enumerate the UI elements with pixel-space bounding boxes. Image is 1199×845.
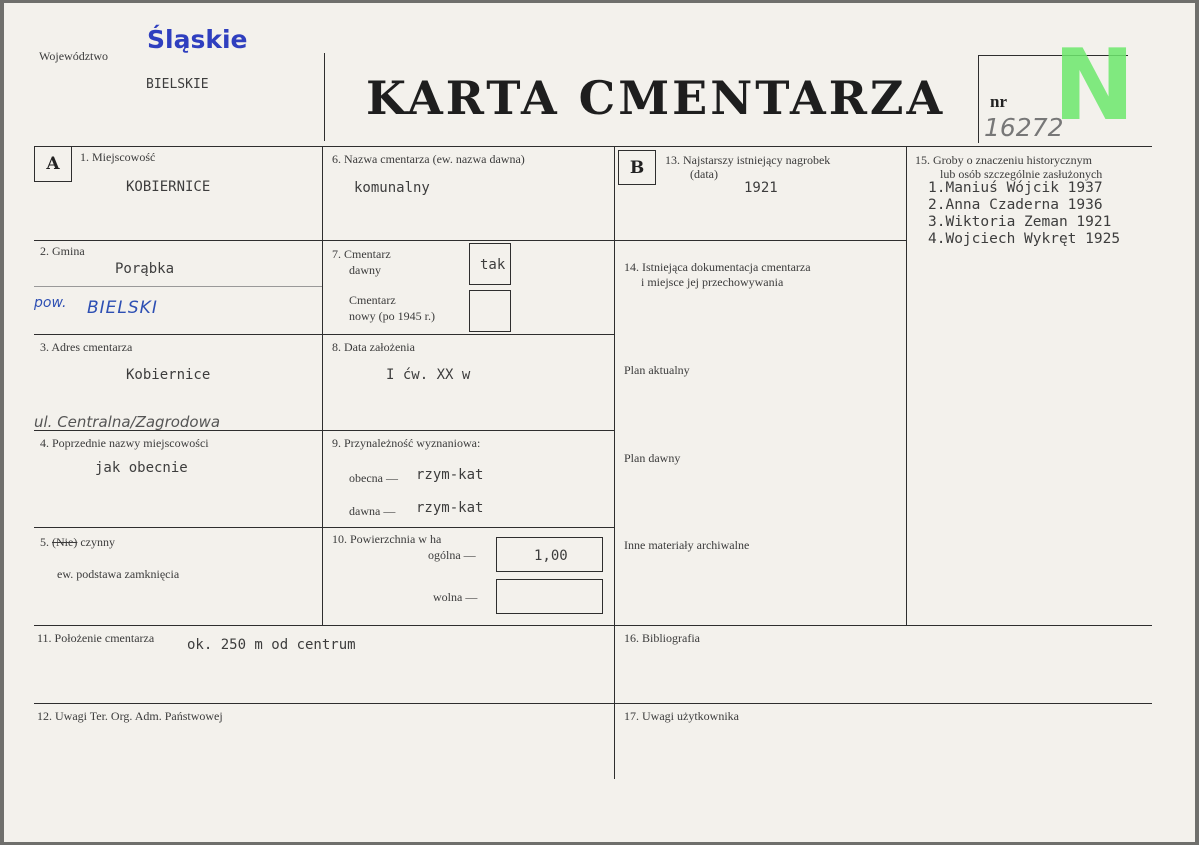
rule-m2 — [322, 334, 614, 335]
f10-total-box — [496, 537, 603, 572]
f7-label: 7. Cmentarz — [332, 247, 391, 261]
f6-label: 6. Nazwa cmentarza (ew. nazwa dawna) — [332, 152, 525, 166]
section-b-marker-box — [618, 150, 656, 185]
f5-label — [40, 535, 115, 549]
f9-label: 9. Przynależność wyznaniowa: — [332, 436, 481, 450]
f2-pow-value: BIELSKI — [87, 298, 158, 318]
f7-sub: dawny — [349, 263, 381, 277]
f2-value: Porąbka — [115, 261, 175, 277]
grave-item: 3.Wiktoria Zeman 1921 — [928, 214, 1112, 230]
nr-label: nr — [990, 92, 1007, 111]
rule-bottom-2 — [34, 703, 1152, 704]
f10-total-value: 1,00 — [534, 548, 568, 564]
f5-sub: ew. podstawa zamknięcia — [57, 567, 180, 581]
f13-label: 13. Najstarszy istniejący nagrobek — [665, 153, 831, 167]
rule-m4 — [322, 527, 614, 528]
f9-former-value: rzym-kat — [416, 500, 484, 516]
f10-label: 10. Powierzchnia w ha — [332, 532, 442, 546]
f5-struck: (Nie) — [52, 535, 78, 549]
rule-bottom-1 — [34, 625, 1152, 626]
f5-prefix: 5. — [40, 535, 49, 549]
section-a-marker-box — [34, 146, 72, 182]
graves-list — [928, 180, 1120, 248]
category-mark: N — [1053, 29, 1136, 143]
f13-sub: (data) — [690, 167, 718, 181]
f2-pow-prefix: pow. — [34, 295, 67, 311]
f3-street: ul. Centralna/Zagrodowa — [34, 413, 221, 431]
f15-label: 15. Groby o znaczeniu historycznym — [915, 153, 1092, 167]
f3-value: Kobiernice — [126, 367, 211, 383]
section-b-marker: B — [629, 158, 645, 178]
f9-current-value: rzym-kat — [416, 467, 484, 483]
f7-value: tak — [480, 257, 506, 273]
f4-value: jak obecnie — [95, 460, 188, 476]
f7-new-box — [469, 290, 511, 332]
rule-a2 — [34, 334, 322, 335]
f7b-label: Cmentarz — [349, 293, 396, 307]
f10-free-label: wolna — — [433, 590, 478, 604]
f7-old-box — [469, 243, 511, 285]
f10-total-label: ogólna — — [428, 548, 476, 562]
other-materials: Inne materiały archiwalne — [624, 538, 750, 552]
grave-item: 4.Wojciech Wykręt 1925 — [928, 231, 1121, 247]
f3-label: 3. Adres cmentarza — [40, 340, 133, 354]
f16-label: 16. Bibliografia — [624, 631, 700, 645]
top-rule — [34, 146, 1152, 147]
f15-sub: lub osób szczególnie zasłużonych — [940, 167, 1103, 181]
f5-suffix: czynny — [80, 535, 115, 549]
header-divider — [324, 53, 325, 141]
voivodeship-label: Województwo — [39, 49, 109, 63]
f12-label: 12. Uwagi Ter. Org. Adm. Państwowej — [37, 709, 223, 723]
f11-value: ok. 250 m od centrum — [187, 637, 356, 653]
rule-a4 — [34, 527, 322, 528]
f9-former-label: dawna — — [349, 504, 396, 518]
nr-box-left — [978, 55, 979, 143]
rule-b1 — [614, 240, 906, 241]
nr-value: 16272 — [984, 113, 1064, 142]
f8-value: I ćw. XX w — [386, 367, 471, 383]
f17-label: 17. Uwagi użytkownika — [624, 709, 739, 723]
rule-m1 — [322, 240, 614, 241]
cemetery-card — [4, 3, 1195, 842]
f11-label: 11. Położenie cmentarza — [37, 631, 155, 645]
f14-label: 14. Istniejąca dokumentacja cmentarza — [624, 260, 811, 274]
f1-value: KOBIERNICE — [126, 179, 211, 195]
col-divider-3 — [906, 146, 907, 625]
section-a-marker: A — [46, 154, 60, 174]
voivodeship-stamp: Śląskie — [147, 25, 248, 54]
f4-label: 4. Poprzednie nazwy miejscowości — [40, 436, 209, 450]
rule-a1 — [34, 240, 322, 241]
f14-sub: i miejsce jej przechowywania — [641, 275, 784, 289]
f8-label: 8. Data założenia — [332, 340, 415, 354]
rule-m3 — [322, 430, 614, 431]
plan-former: Plan dawny — [624, 451, 681, 465]
grave-item: 2.Anna Czaderna 1936 — [928, 197, 1103, 213]
pow-underline — [34, 286, 322, 287]
f10-free-box — [496, 579, 603, 614]
f2-label: 2. Gmina — [40, 244, 85, 258]
card-title: KARTA CMENTARZA — [366, 71, 946, 125]
f6-value: komunalny — [354, 180, 430, 196]
voivodeship-typed: BIELSKIE — [146, 77, 209, 92]
f13-value: 1921 — [744, 180, 778, 196]
f9-current-label: obecna — — [349, 471, 398, 485]
plan-current: Plan aktualny — [624, 363, 690, 377]
f1-label: 1. Miejscowość — [80, 150, 156, 164]
grave-item: 1.Maniuś Wójcik 1937 — [928, 180, 1103, 196]
f7b-sub: nowy (po 1945 r.) — [349, 309, 435, 323]
col-divider-1 — [322, 146, 323, 625]
